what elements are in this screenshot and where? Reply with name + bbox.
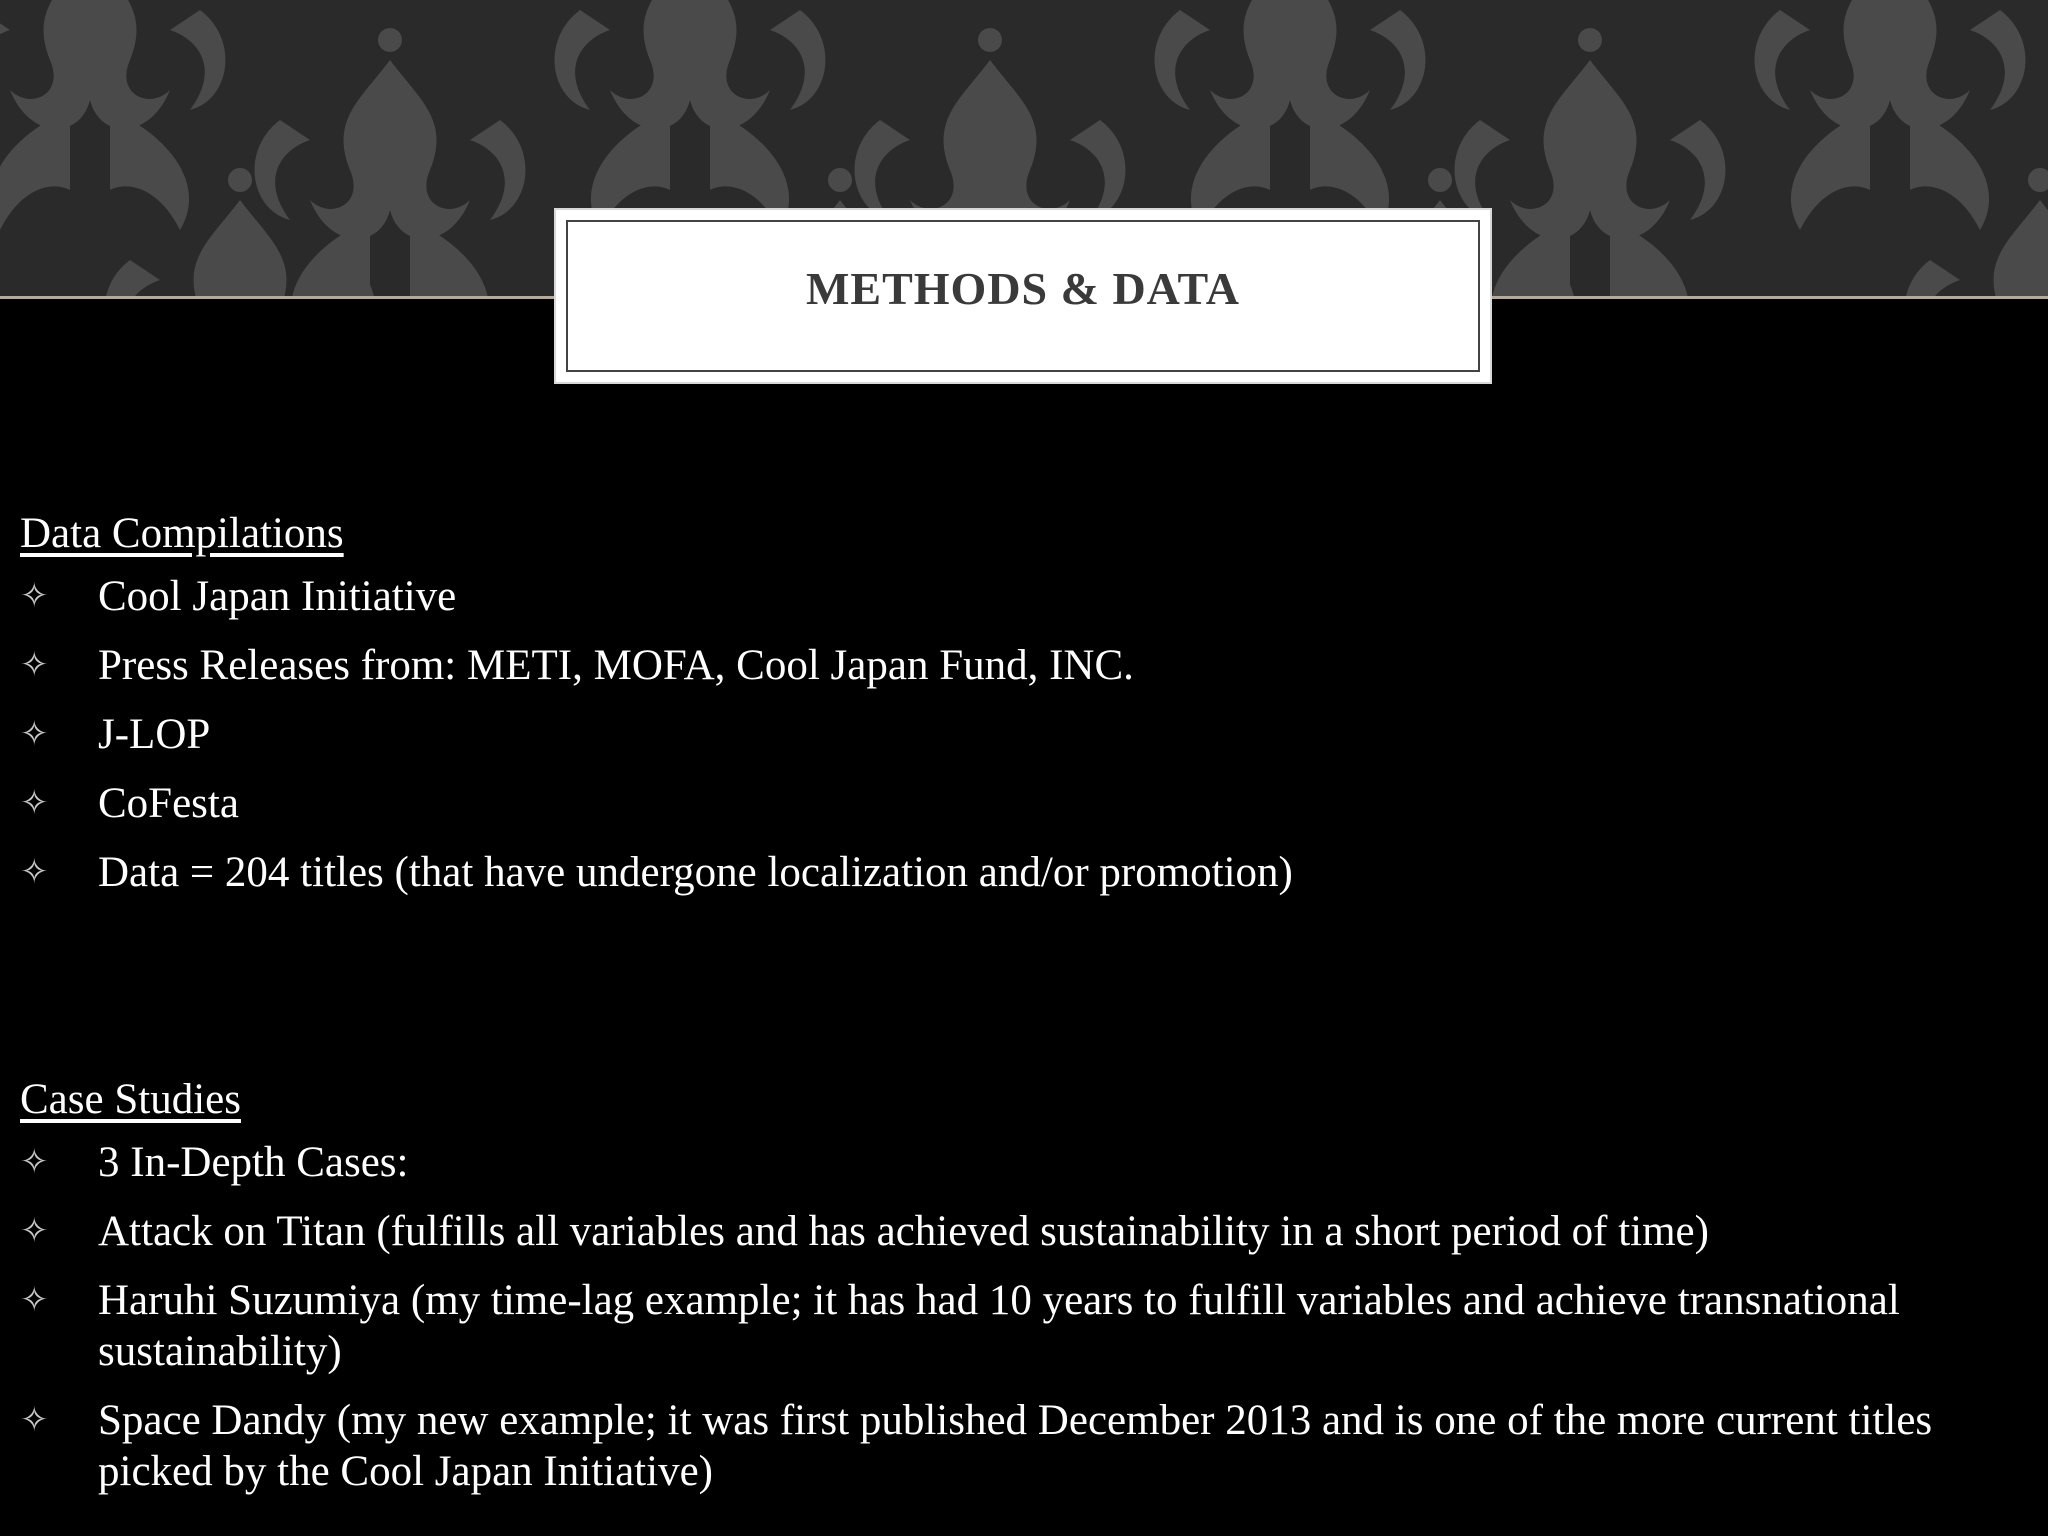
four-point-star-icon: ✧ — [20, 1280, 49, 1320]
four-point-star-icon: ✧ — [20, 645, 49, 685]
list-item — [20, 1137, 2020, 1188]
list-item — [20, 847, 2020, 898]
slide-content — [20, 505, 2020, 1515]
four-point-star-icon: ✧ — [20, 714, 49, 754]
four-point-star-icon: ✧ — [20, 852, 49, 892]
section-data-compilations — [20, 505, 2020, 898]
slide-title: METHODS & DATA — [806, 262, 1240, 314]
list-item-text: 3 In-Depth Cases: — [98, 1139, 409, 1186]
list-item-text: CoFesta — [98, 780, 239, 827]
four-point-star-icon: ✧ — [20, 1142, 49, 1182]
list-item — [20, 709, 2020, 760]
section-heading: Data Compilations — [20, 510, 344, 557]
list-item-text: Data = 204 titles (that have undergone localization and/or promotion) — [98, 849, 1293, 896]
list-item — [20, 571, 2020, 622]
list-item-text: Haruhi Suzumiya (my time-lag example; it has had 10 years to fulfill variables and achieve transnational sustainability) — [98, 1277, 1900, 1375]
section-heading: Case Studies — [20, 1076, 241, 1123]
list-item — [20, 778, 2020, 829]
list-item-text: Space Dandy (my new example; it was first published December 2013 and is one of the more current titles picked by the Cool Japan Initiative) — [98, 1397, 1933, 1495]
section-case-studies — [20, 1071, 2020, 1497]
four-point-star-icon: ✧ — [20, 1400, 49, 1440]
list-item-text: Attack on Titan (fulfills all variables and has achieved sustainability in a short period of time) — [98, 1208, 1709, 1255]
four-point-star-icon: ✧ — [20, 1211, 49, 1251]
list-item-text: J-LOP — [98, 711, 211, 758]
list-item — [20, 1395, 2020, 1497]
section-spacer — [20, 916, 2020, 1071]
list-item — [20, 640, 2020, 691]
four-point-star-icon: ✧ — [20, 783, 49, 823]
list-item-text: Press Releases from: METI, MOFA, Cool Japan Fund, INC. — [98, 642, 1134, 689]
title-box — [556, 210, 1490, 382]
list-item — [20, 1275, 2020, 1377]
four-point-star-icon: ✧ — [20, 576, 49, 616]
title-frame — [566, 220, 1480, 372]
list-item-text: Cool Japan Initiative — [98, 573, 457, 620]
list-item — [20, 1206, 2020, 1257]
